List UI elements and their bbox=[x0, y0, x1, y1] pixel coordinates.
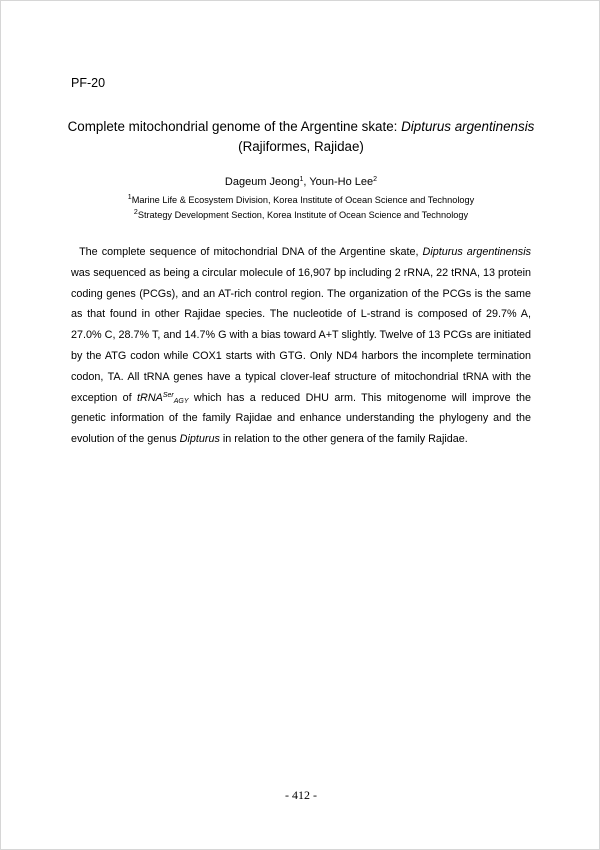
author-2-sup: 2 bbox=[373, 176, 378, 183]
paper-code: PF-20 bbox=[71, 76, 106, 90]
title-main: Complete mitochondrial genome of the Argentine skate: bbox=[67, 119, 402, 134]
abstract-part-1: The complete sequence of mitochondrial DNA of the Argentine skate, bbox=[79, 246, 423, 258]
title-line2: (Rajiformes, Rajidae) bbox=[238, 139, 364, 154]
page-number: - 412 - bbox=[285, 788, 317, 802]
author-1-sup: 1 bbox=[299, 176, 304, 183]
abstract-part-2: was sequenced as being a circular molecule of 16,907 bp including 2 rRNA, 22 tRNA, 13 protein coding genes (PCGs), and an AT-rich control region. The organization of the PCGs is the same as that found in other Rajidae species. The nucleotide of L-strand is composed of 29.7% A, 27.0% C, 28.7% T, and 14.7% G with a bias toward A+T slightly. Twelve of 13 PCGs are initiated by the ATG codon while COX1 starts with GTG. Only ND4 harbors the incomplete termination codon, TA. All tRNA genes have a typical clover-leaf structure of mitochondrial tRNA with the exception of bbox=[71, 266, 531, 404]
abstract-species: Dipturus argentinensis bbox=[422, 246, 531, 258]
author-2-name: Youn-Ho Lee bbox=[309, 176, 374, 188]
title-species: Dipturus argentinensis bbox=[401, 119, 535, 134]
paper-title bbox=[61, 117, 541, 157]
affiliation-2 bbox=[61, 209, 541, 221]
trna-label: tRNA bbox=[137, 391, 163, 404]
abstract-trna bbox=[137, 392, 189, 404]
abstract-part-3: which has a reduced DHU arm. This mitogenome will improve the genetic information of the family Rajidae and enhance understanding the phylogeny and the evolution of the genus bbox=[71, 391, 531, 446]
author-separator: , bbox=[303, 176, 310, 188]
author-list bbox=[61, 175, 541, 189]
affiliation-2-sup: 2 bbox=[133, 209, 138, 216]
affiliation-2-text: Strategy Development Section, Korea Institute of Ocean Science and Technology bbox=[137, 210, 469, 220]
affiliation-1-text: Marine Life & Ecosystem Division, Korea Institute of Ocean Science and Technology bbox=[131, 195, 475, 205]
affiliation-1-sup: 1 bbox=[127, 194, 132, 201]
author-1-name: Dageum Jeong bbox=[224, 176, 300, 188]
trna-superscript: Ser bbox=[162, 391, 174, 399]
trna-subscript: AGY bbox=[173, 397, 189, 405]
affiliation-1 bbox=[61, 194, 541, 206]
abstract-paragraph bbox=[71, 242, 531, 450]
abstract-genus: Dipturus bbox=[179, 433, 220, 446]
abstract-part-4: in relation to the other genera of the family Rajidae. bbox=[219, 433, 468, 446]
